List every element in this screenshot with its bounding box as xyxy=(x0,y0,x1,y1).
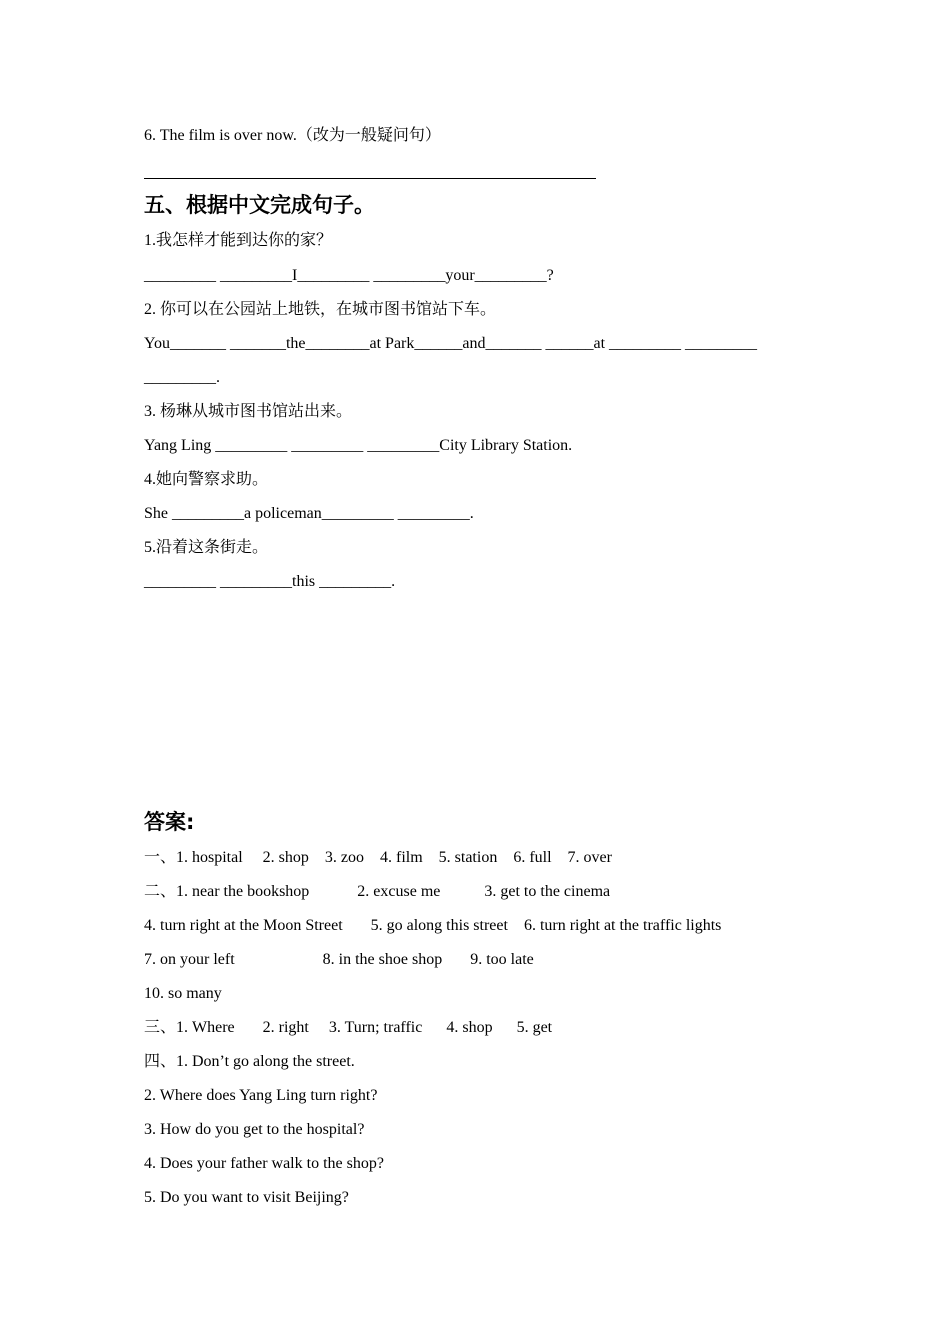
answer-line: 7. on your left 8. in the shoe shop 9. too late xyxy=(144,951,534,968)
s5-q1-blanks[interactable]: _________ _________I_________ _________your_________? xyxy=(144,267,554,284)
s5-q3-blanks[interactable]: Yang Ling _________ _________ _________City Library Station. xyxy=(144,437,573,454)
s5-q5-blanks[interactable]: _________ _________this _________. xyxy=(144,573,396,590)
answer-line: 四、1. Don’t go along the street. xyxy=(144,1053,355,1070)
answer-line: 10. so many xyxy=(144,985,222,1002)
s5-q5-prompt: 5.沿着这条街走。 xyxy=(144,539,269,556)
answers-title: 答案: xyxy=(144,810,195,834)
answer-line: 5. Do you want to visit Beijing? xyxy=(144,1189,349,1206)
answer-line: 4. turn right at the Moon Street 5. go along this street 6. turn right at the traffic lights xyxy=(144,917,722,934)
answer-line: 4. Does your father walk to the shop? xyxy=(144,1155,384,1172)
s5-q2-blanks-cont[interactable]: _________. xyxy=(144,369,220,386)
s5-q1-prompt: 1.我怎样才能到达你的家？ xyxy=(144,232,333,249)
s5-q2-prompt: 2. 你可以在公园站上地铁，在城市图书馆站下车。 xyxy=(144,301,497,318)
s5-q2-blanks[interactable]: You_______ _______the________at Park______and_______ ______at _________ _________ xyxy=(144,335,758,352)
answer-line: 2. Where does Yang Ling turn right? xyxy=(144,1087,378,1104)
answer-line: 三、1. Where 2. right 3. Turn; traffic 4. shop 5. get xyxy=(144,1019,553,1036)
s5-q4-blanks[interactable]: She _________a policeman_________ _________. xyxy=(144,505,474,522)
answer-line: 3. How do you get to the hospital? xyxy=(144,1121,365,1138)
section-5-title: 五、根据中文完成句子。 xyxy=(144,193,375,217)
question-6: 6. The film is over now.（改为一般疑问句） xyxy=(144,127,441,144)
answer-blank-line[interactable] xyxy=(144,178,596,179)
answer-line: 二、1. near the bookshop 2. excuse me 3. get to the cinema xyxy=(144,883,611,900)
answer-line: 一、1. hospital 2. shop 3. zoo 4. film 5. station 6. full 7. over xyxy=(144,849,612,866)
s5-q3-prompt: 3. 杨琳从城市图书馆站出来。 xyxy=(144,403,353,420)
s5-q4-prompt: 4.她向警察求助。 xyxy=(144,471,269,488)
